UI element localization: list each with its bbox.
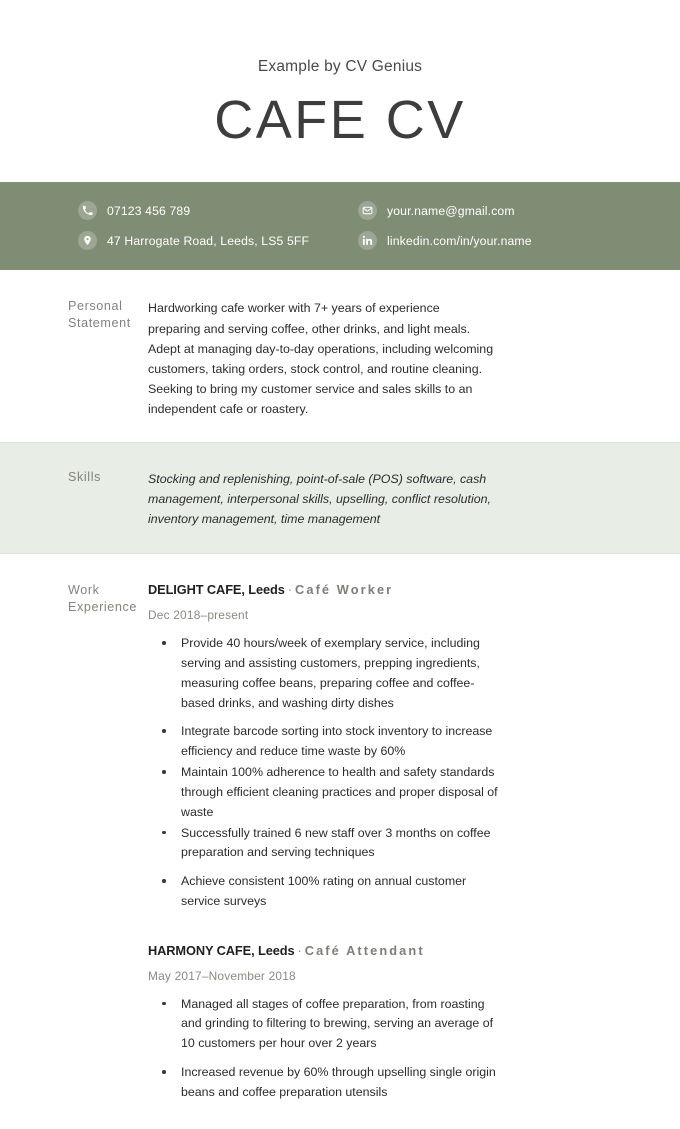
section-label-skills: Skills (68, 469, 101, 484)
contact-linkedin[interactable] (358, 231, 532, 250)
location-pin-icon (78, 231, 97, 250)
job-bullet: Integrate barcode sorting into stock inventory to increase efficiency and reduce time waste by 60% (148, 722, 500, 762)
job-separator: · (297, 942, 302, 958)
contact-column-right (358, 201, 532, 250)
section-work-experience (0, 554, 680, 1128)
section-body-work-experience (148, 582, 558, 1106)
job-dates: Dec 2018–present (148, 607, 249, 622)
job-separator: · (287, 582, 293, 598)
phone-icon (78, 201, 97, 220)
job-entry (148, 582, 500, 912)
envelope-icon (358, 201, 377, 220)
section-body-personal-statement (148, 298, 552, 419)
job-dates: May 2017–November 2018 (148, 968, 296, 983)
contact-phone-value: 07123 456 789 (107, 203, 191, 218)
job-bullet: Achieve consistent 100% rating on annual customer service surveys (148, 872, 500, 912)
job-bullets (148, 995, 500, 1103)
job-bullets (148, 634, 500, 912)
job-heading (148, 582, 500, 599)
section-label-work-experience: Work Experience (68, 583, 138, 614)
linkedin-icon (358, 231, 377, 250)
job-bullet: Increased revenue by 60% through upselling single origin beans and coffee preparation utensils (148, 1063, 500, 1103)
contact-column-left (78, 201, 358, 250)
job-bullet: Provide 40 hours/week of exemplary service, including serving and assisting customers, prepping ingredients, measuring coffee beans, preparing coffee and coffee-based drinks, and washing dirty dishes (148, 634, 500, 713)
job-title: Café Attendant (304, 942, 425, 958)
job-heading (148, 943, 500, 960)
page-title: CAFE CV (214, 89, 466, 150)
contact-address (78, 231, 358, 250)
resume-header (0, 0, 680, 152)
contact-email[interactable] (358, 201, 532, 220)
personal-statement-text: Hardworking cafe worker with 7+ years of experience preparing and serving coffee, other drinks, and light meals. Adept at managing day-to-day operations, including welcoming customers, taking orders, stock control, and routine cleaning. Seeking to bring my customer service and sales skills to an independent cafe or roastery. (148, 301, 494, 417)
contact-linkedin-value: linkedin.com/in/your.name (387, 233, 532, 248)
job-bullet: Managed all stages of coffee preparation, from roasting and grinding to filtering to brewing, serving an average of 10 customers per hour over 2 years (148, 995, 500, 1055)
job-bullet: Successfully trained 6 new staff over 3 months on coffee preparation and serving techniques (148, 824, 500, 864)
header-eyebrow: Example by CV Genius (257, 58, 423, 75)
section-body-skills (148, 469, 552, 530)
job-entry (148, 943, 500, 1103)
job-company: HARMONY CAFE, Leeds (148, 942, 295, 958)
job-company: DELIGHT CAFE, Leeds (148, 582, 285, 598)
section-skills (0, 442, 680, 555)
contact-address-value: 47 Harrogate Road, Leeds, LS5 5FF (107, 233, 310, 248)
section-personal-statement (0, 270, 680, 441)
job-title: Café Worker (295, 582, 394, 598)
section-label-personal-statement: Personal Statement (68, 299, 131, 330)
contact-phone[interactable] (78, 201, 358, 220)
skills-text: Stocking and replenishing, point-of-sale (POS) software, cash management, interpersonal skills, upselling, conflict resolution, inventory management, time management (148, 471, 491, 527)
contact-bar (0, 182, 680, 270)
job-bullet: Maintain 100% adherence to health and safety standards through efficient cleaning practices and proper disposal of waste (148, 763, 500, 823)
contact-email-value: your.name@gmail.com (387, 203, 515, 218)
